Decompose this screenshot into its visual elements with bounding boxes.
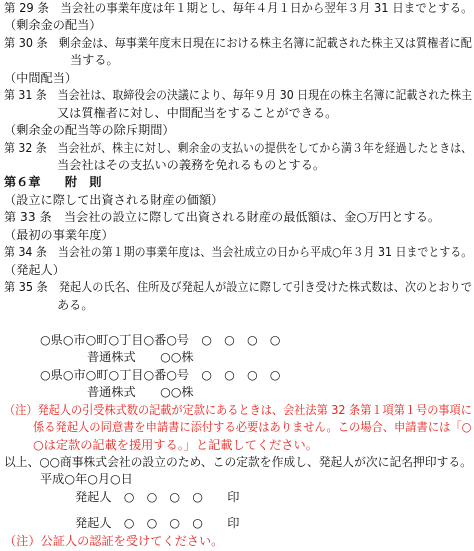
heading-exclusion-period: （剰余金の配当等の除斥期間） [4,123,175,137]
article-30-line-1: 第 30 条 剰余金は、毎事業年度末日現在における株主名簿に記載された株主又は質権者に配 [4,36,472,50]
heading-interim-dividend: （中間配当） [4,71,78,85]
article-31-line-2: 又は質権者に対し、中間配当をすることができる。 [57,106,338,120]
note-1-line-1: （注）発起人の引受株式数の記載が定款にあるときは、会社法第 32 条第１項第１号の事項に [4,403,472,417]
promoter-1-shares: 普通株式 ○○株 [87,350,194,364]
promoter-2-shares: 普通株式 ○○株 [87,385,194,399]
article-32-line-2: 当会社はその支払いの義務を免れるものとする。 [57,158,326,172]
promoter-1-address: ○県○市○町○丁目○番○号 ○ ○ ○ ○ [40,333,281,347]
promoter-2-signature: 発起人 ○ ○ ○ ○ 印 [75,516,240,530]
heading-promoters: （発起人） [4,263,65,277]
chapter-6-heading: 第６章 附 則 [4,175,102,189]
heading-surplus-dividend: （剰余金の配当） [4,18,102,32]
promoter-1-signature: 発起人 ○ ○ ○ ○ 印 [75,490,240,504]
article-31-line-1: 第 31 条 当会社は、取締役会の決議により、毎年９月 30 日現在の株主名簿に記載された株主 [4,88,473,102]
closing-statement: 以上、○○商事株式会社の設立のため、この定款を作成し、発起人が次に記名押印する。 [4,455,472,469]
promoter-2-address: ○県○市○町○丁目○番○号 ○ ○ ○ ○ [40,368,281,382]
article-30-line-2: 当する。 [70,53,119,67]
article-29-line: 第 29 条 当会社の事業年度は年１期とし、毎年４月１日から翌年３月 31 日までとする。 [4,1,473,15]
article-33-line: 第 33 条 当会社の設立に際して出資される財産の最低額は、金○万円とする。 [4,210,441,224]
heading-first-fiscal-year: （最初の事業年度） [4,228,114,242]
heading-contributed-property: （設立に際して出資される財産の価額） [4,193,224,207]
signing-date: 平成○年○月○日 [40,472,133,486]
note-1-line-2: 係る発起人の同意書を申請書に添付する必要はありません。この場合、申請書には「○ [33,420,472,434]
article-32-line-1: 第 32 条 当会社が、株主に対し、剰余金の支払いの提供をしてから満３年を経過したときは、 [4,141,473,155]
article-35-line-1: 第 35 条 発起人の氏名、住所及び発起人が設立に際して引き受けた株式数は、次のとおりで [4,280,472,294]
note-1-line-3: ○は定款の記載を援用する。」と記載してください。 [33,438,318,452]
article-35-line-2: ある。 [57,298,94,312]
note-2: （注）公証人の認証を受けてください。 [4,534,224,548]
article-34-line: 第 34 条 当会社の第１期の事業年度は、当会社成立の日から平成○年３月 31 日までとする。 [4,245,473,259]
